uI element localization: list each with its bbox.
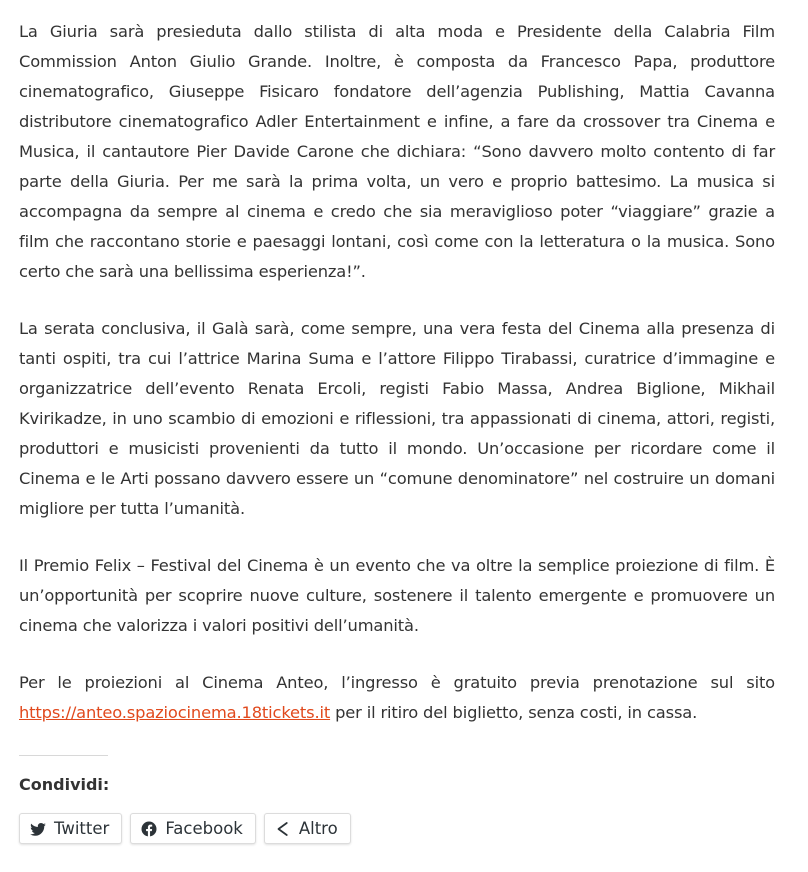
- paragraph-text-after-link: per il ritiro del biglietto, senza costi, in cassa.: [330, 703, 698, 722]
- article-paragraph-proiezioni: [19, 668, 775, 728]
- paragraph-text-before-link: Per le proiezioni al Cinema Anteo, l’ingresso è gratuito previa prenotazione sul sito: [19, 673, 775, 692]
- share-facebook-label: Facebook: [165, 819, 243, 838]
- share-twitter-label: Twitter: [54, 819, 110, 838]
- facebook-icon: [140, 820, 158, 838]
- share-facebook-button[interactable]: [130, 813, 256, 844]
- share-twitter-button[interactable]: [19, 813, 122, 844]
- twitter-icon: [29, 820, 47, 838]
- article-paragraph-premio: Il Premio Felix – Festival del Cinema è un evento che va oltre la semplice proiezione di film. È un’opportunità per scoprire nuove culture, sostenere il talento emergente e promuovere un cinema che valorizza i valori positivi dell’umanità.: [19, 556, 775, 635]
- article-body: [19, 17, 775, 755]
- article-paragraph-gala: La serata conclusiva, il Galà sarà, come sempre, una vera festa del Cinema alla presenza di tanti ospiti, tra cui l’attrice Marina Suma e l’attore Filippo Tirabassi, curatrice d’immagine e organizzatrice dell’evento Renata Ercoli, registi Fabio Massa, Andrea Biglione, Mikhail Kvirikadze, in uno scambio di emozioni e riflessioni, tra appassionati di cinema, attori, registi, produttori e musicisti provenienti da tutto il mondo. Un’occasione per ricordare come il Cinema e le Arti possano davvero essere un “comune denominatore” nel costruire un domani migliore per tutta l’umanità.: [19, 319, 775, 518]
- share-icon: [274, 820, 292, 838]
- share-title: Condividi:: [19, 775, 110, 794]
- share-section: [19, 755, 779, 844]
- share-divider: [19, 755, 108, 756]
- share-more-button[interactable]: [264, 813, 351, 844]
- tickets-link[interactable]: https://anteo.spaziocinema.18tickets.it: [19, 703, 331, 722]
- share-more-label: Altro: [298, 819, 338, 838]
- article-paragraph-giuria: La Giuria sarà presieduta dallo stilista di alta moda e Presidente della Calabria Film Commission Anton Giulio Grande. Inoltre, è composta da Francesco Papa, produttore cinematografico, Giuseppe Fisicaro fondatore dell’agenzia Publishing, Mattia Cavanna distributore cinematografico Adler Entertainment e infine, a fare da crossover tra Cinema e Musica, il cantautore Pier Davide Carone che dichiara: “Sono davvero molto contento di far parte della Giuria. Per me sarà la prima volta, un vero e proprio battesimo. La musica si accompagna da sempre al cinema e credo che sia meraviglioso poter “viaggiare” grazie a film che raccontano storie e paesaggi lontani, così come con la letteratura o la musica. Sono certo che sarà una bellissima esperienza!”.: [19, 22, 775, 281]
- share-buttons: [19, 813, 779, 844]
